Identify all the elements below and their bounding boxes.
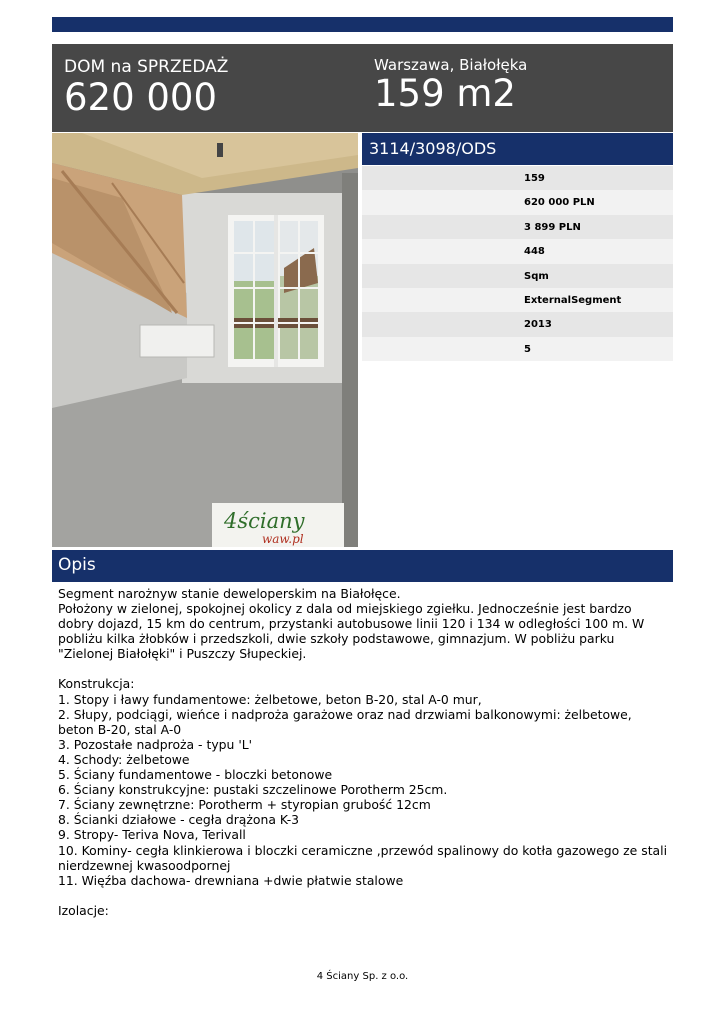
listing-area: 159 m2 — [374, 72, 516, 115]
construction-item: 4. Schody: żelbetowe — [58, 751, 190, 767]
construction-item: 1. Stopy i ławy fundamentowe: żelbetowe, beton B-20, stal A-0 mur, — [58, 691, 482, 707]
detail-row — [362, 264, 673, 288]
construction-item: 2. Słupy, podciągi, wieńce i nadproża garażowe oraz nad drzwiami balkonowymi: żelbetowe, beton B-20, stal A-0 — [58, 706, 636, 737]
listing-header — [52, 44, 673, 132]
construction-title: Konstrukcja: — [58, 676, 135, 692]
footer-company: 4 Ściany Sp. z o.o. — [316, 971, 409, 982]
listing-location: Warszawa, Białołęka — [374, 56, 528, 74]
construction-item: 11. Więźba dachowa- drewniana +dwie płatwie stalowe — [58, 872, 404, 888]
construction-item: 6. Ściany konstrukcyjne: pustaki szczelinowe Porotherm 25cm. — [58, 782, 448, 798]
detail-value: 2013 — [524, 319, 552, 331]
reference-number: 3114/3098/ODS — [369, 139, 497, 158]
detail-value: 159 — [524, 173, 545, 184]
listing-price: 620 000 — [64, 76, 218, 119]
construction-item: 9. Stropy- Teriva Nova, Terivall — [58, 827, 246, 843]
property-photo — [52, 133, 358, 547]
detail-value: ExternalSegment — [524, 294, 622, 306]
description-heading-bar — [52, 550, 673, 582]
construction-item: 10. Kominy- cegła klinkierowa i bloczki ceramiczne ,przewód spalinowy do kotła gazowego ze stali nierdzewnej kwasoodpornej — [58, 842, 671, 873]
insulation-title: Izolacje: — [58, 902, 109, 918]
detail-value: 620 000 PLN — [524, 197, 595, 209]
top-accent-bar — [52, 17, 673, 32]
description-body — [58, 586, 671, 918]
svg-text:4ściany: 4ściany — [224, 509, 305, 533]
detail-row — [362, 166, 673, 190]
construction-item: 5. Ściany fundamentowe - bloczki betonowe — [58, 767, 333, 783]
detail-row — [362, 215, 673, 239]
construction-item: 8. Ścianki działowe - cegła drążona K-3 — [58, 812, 300, 828]
details-table — [362, 166, 673, 361]
detail-row — [362, 288, 673, 312]
detail-row — [362, 312, 673, 336]
detail-row — [362, 190, 673, 214]
description-line: Segment narożnyw stanie deweloperskim na Białołęce. — [58, 586, 401, 601]
svg-text:waw.pl: waw.pl — [262, 532, 304, 546]
reference-bar — [362, 133, 673, 165]
detail-value: Sqm — [524, 270, 549, 282]
detail-value: 448 — [524, 246, 545, 258]
detail-row — [362, 337, 673, 361]
detail-row — [362, 239, 673, 263]
description-heading: Opis — [58, 555, 96, 575]
construction-item: 3. Pozostałe nadproża - typu 'L' — [58, 736, 253, 752]
listing-type: DOM na SPRZEDAŻ — [64, 57, 229, 77]
detail-value: 3 899 PLN — [524, 221, 581, 233]
detail-value: 5 — [524, 343, 531, 355]
construction-item: 7. Ściany zewnętrzne: Porotherm + styropian grubość 12cm — [58, 797, 431, 813]
description-line: Położony w zielonej, spokojnej okolicy z dala od miejskiego zgiełku. Jednocześnie jest bardzo dobry dojazd, 15 km do centrum, przystanki autobusowe linii 120 i 134 w odległości 100 m. W pobliżu kilka żłobków i przedszkoli, dwie szkoły podstawowe, gimnazjum. W pobliżu parku "Zielonej Białołęki" i Puszczy Słupeckiej. — [58, 601, 649, 662]
